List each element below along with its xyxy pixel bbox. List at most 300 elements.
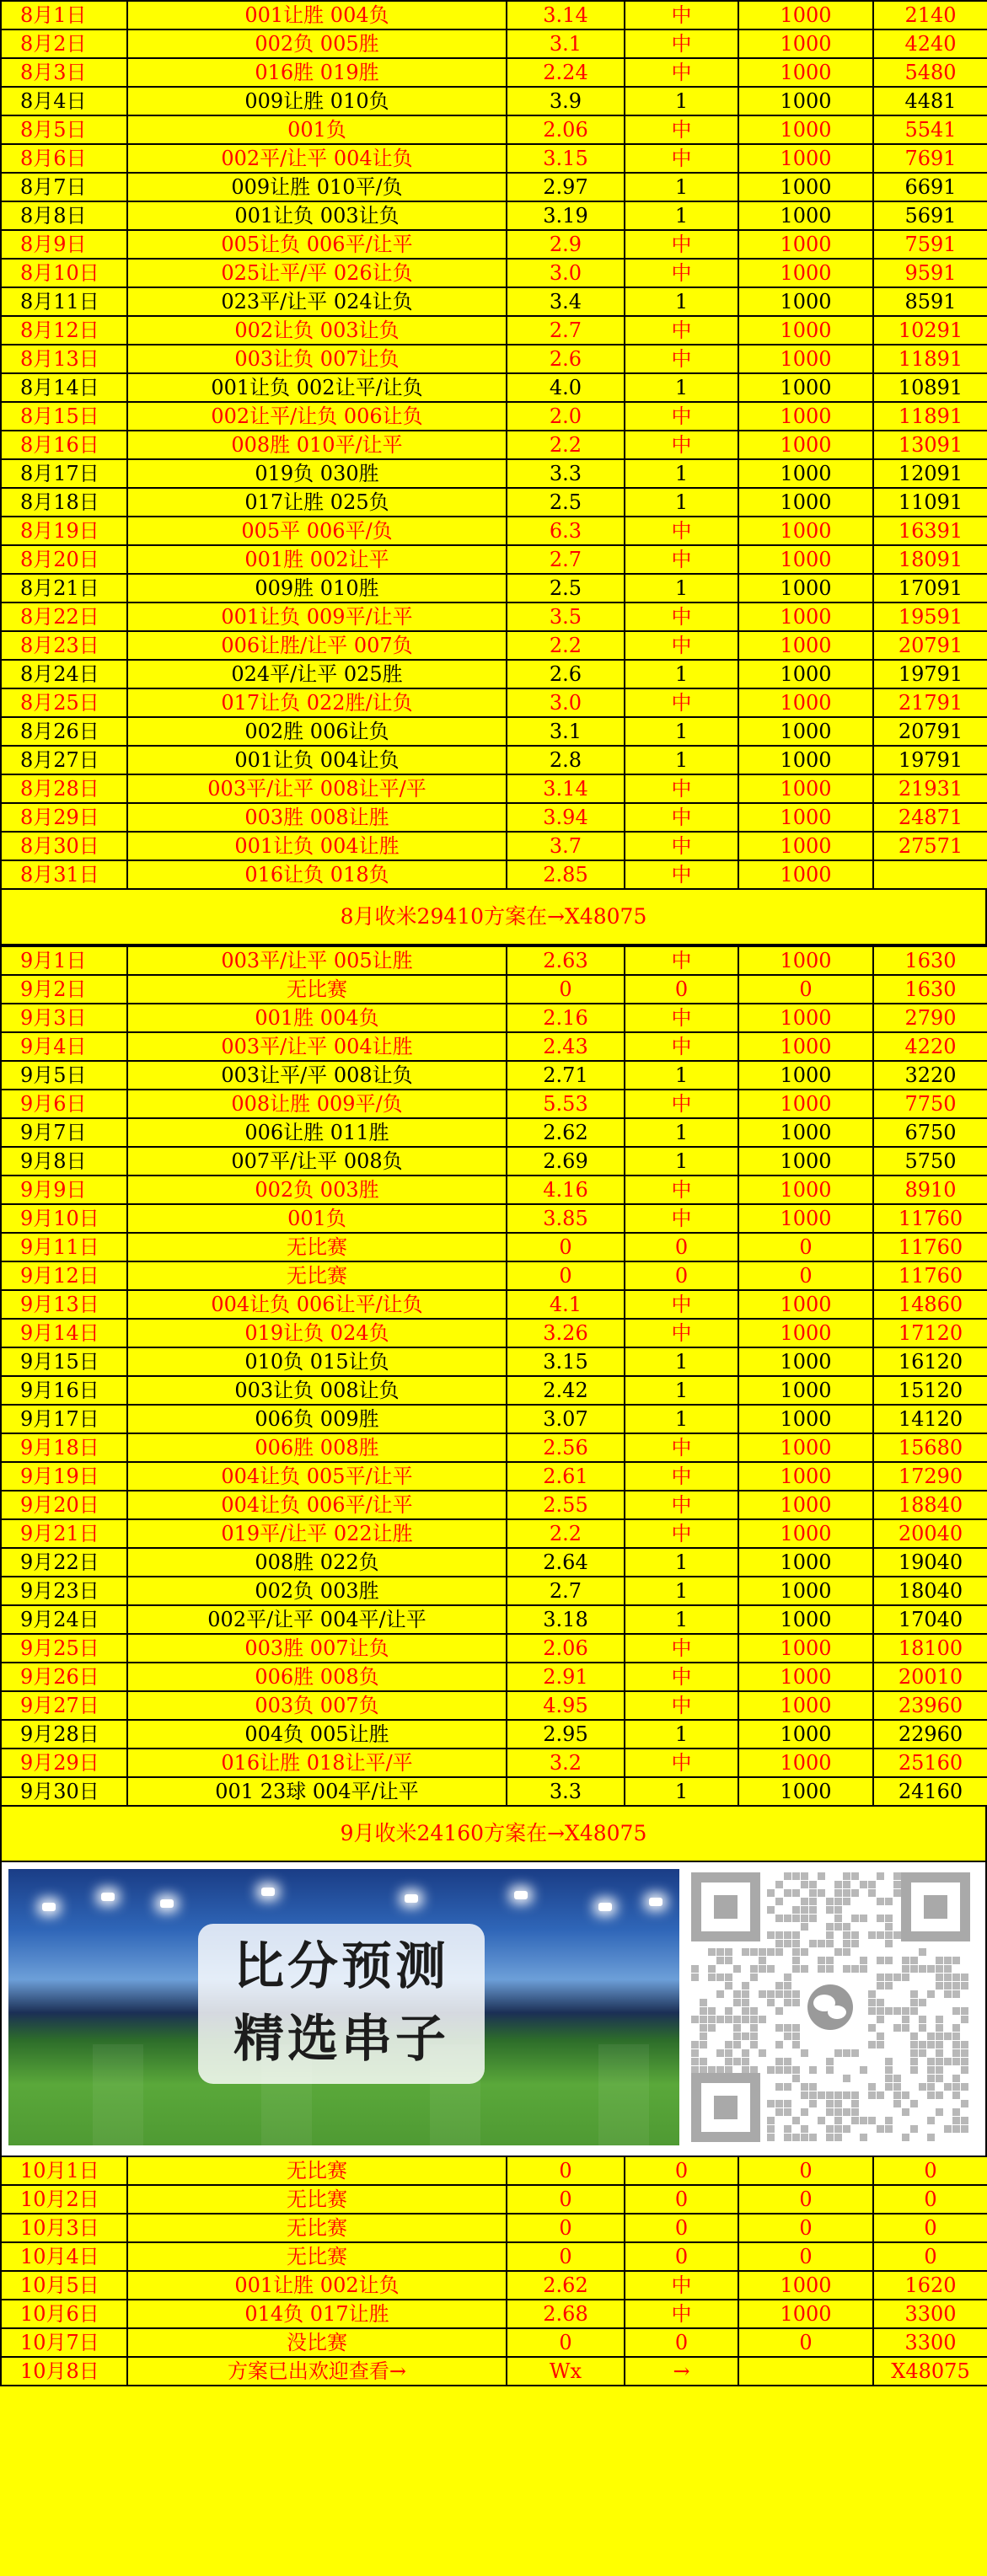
row-stake: 1000 [738,29,873,58]
row-result: 中 [625,1433,738,1462]
row-stake: 0 [738,2156,873,2185]
august-record-table [0,0,987,890]
row-date: 8月11日 [1,287,127,316]
row-date: 9月14日 [1,1319,127,1347]
row-balance: 0 [873,2214,987,2242]
table-row [1,87,987,115]
table-row [1,975,987,1004]
table-row [1,2214,987,2242]
row-pick: 002平/让平 004平/让平 [127,1605,507,1634]
row-date: 8月29日 [1,803,127,832]
row-date: 8月30日 [1,832,127,860]
row-stake: 1000 [738,574,873,602]
row-stake: 1000 [738,2271,873,2300]
row-date: 8月16日 [1,431,127,459]
row-stake: 1000 [738,688,873,717]
row-pick: 009让胜 010平/负 [127,173,507,201]
row-result: 1 [625,1777,738,1806]
row-pick: 017让胜 025负 [127,488,507,517]
table-row [1,1032,987,1061]
row-odds: 0 [507,1261,625,1290]
row-date: 9月26日 [1,1663,127,1691]
row-result: 中 [625,316,738,345]
table-row [1,173,987,201]
row-pick: 016胜 019胜 [127,58,507,87]
row-odds: 2.2 [507,631,625,660]
row-pick: 无比赛 [127,2242,507,2271]
row-pick: 003平/让平 005让胜 [127,946,507,975]
row-stake: 1000 [738,1347,873,1376]
row-odds: 2.06 [507,115,625,144]
row-result: 0 [625,2242,738,2271]
row-odds: 2.24 [507,58,625,87]
row-date: 9月12日 [1,1261,127,1290]
row-date: 8月6日 [1,144,127,173]
row-result: 0 [625,1261,738,1290]
row-result: 0 [625,2214,738,2242]
row-odds: 3.14 [507,774,625,803]
row-odds: 2.71 [507,1061,625,1090]
row-balance: 2140 [873,1,987,29]
row-pick: 无比赛 [127,1261,507,1290]
row-stake: 1000 [738,860,873,889]
row-date: 8月2日 [1,29,127,58]
row-result: 中 [625,431,738,459]
row-pick: 005让负 006平/让平 [127,230,507,259]
row-pick: 002平/让平 004让负 [127,144,507,173]
row-odds: 0 [507,975,625,1004]
row-odds: 4.1 [507,1290,625,1319]
row-balance: 17120 [873,1319,987,1347]
row-pick: 003负 007负 [127,1691,507,1720]
row-odds: 3.0 [507,688,625,717]
row-result: 中 [625,1634,738,1663]
table-row [1,1147,987,1176]
table-row [1,574,987,602]
row-date: 10月6日 [1,2300,127,2328]
table-row [1,1663,987,1691]
row-balance: 5750 [873,1147,987,1176]
row-date: 8月13日 [1,345,127,373]
row-stake: 1000 [738,1577,873,1605]
row-odds: 3.5 [507,602,625,631]
table-row [1,201,987,230]
row-stake: 1000 [738,832,873,860]
row-date: 9月16日 [1,1376,127,1405]
row-pick: 025让平/平 026让负 [127,259,507,287]
row-pick: 无比赛 [127,2214,507,2242]
row-result: 1 [625,1605,738,1634]
row-odds: 3.94 [507,803,625,832]
october-record-table [0,2156,987,2386]
row-result: 中 [625,2300,738,2328]
row-odds: 3.19 [507,201,625,230]
row-pick: 001让负 004让胜 [127,832,507,860]
row-pick: 017让负 022胜/让负 [127,688,507,717]
row-result: 1 [625,717,738,746]
row-pick: 008胜 022负 [127,1548,507,1577]
row-date: 8月23日 [1,631,127,660]
row-pick: 002让平/让负 006让负 [127,402,507,431]
row-pick: 001让负 003让负 [127,201,507,230]
row-pick: 014负 017让胜 [127,2300,507,2328]
row-pick: 004让负 006平/让平 [127,1491,507,1519]
row-pick: 024平/让平 025胜 [127,660,507,688]
row-date: 8月31日 [1,860,127,889]
row-odds: 2.63 [507,946,625,975]
row-stake: 1000 [738,115,873,144]
table-row [1,115,987,144]
row-result: 0 [625,2185,738,2214]
row-balance: 15680 [873,1433,987,1462]
row-result: 中 [625,860,738,889]
row-odds: 2.8 [507,746,625,774]
row-balance: 7750 [873,1090,987,1118]
row-date: 8月19日 [1,517,127,545]
table-row [1,2300,987,2328]
row-stake: 1000 [738,1605,873,1634]
row-balance: 4220 [873,1032,987,1061]
row-date: 8月10日 [1,259,127,287]
row-date: 9月9日 [1,1176,127,1204]
row-pick: 006让胜 011胜 [127,1118,507,1147]
row-pick: 003让负 008让负 [127,1376,507,1405]
table-row [1,2185,987,2214]
row-stake: 1000 [738,517,873,545]
row-stake: 0 [738,2185,873,2214]
row-date: 10月1日 [1,2156,127,2185]
row-date: 8月28日 [1,774,127,803]
table-row [1,1777,987,1806]
row-date: 9月27日 [1,1691,127,1720]
row-stake: 1000 [738,1032,873,1061]
row-stake: 1000 [738,1433,873,1462]
wechat-qr-code[interactable] [681,1869,980,2145]
row-stake: 1000 [738,1118,873,1147]
row-stake: 1000 [738,1090,873,1118]
row-balance: 21931 [873,774,987,803]
table-row [1,774,987,803]
row-pick: 004负 005让胜 [127,1720,507,1749]
row-pick: 007平/让平 008负 [127,1147,507,1176]
row-odds: 2.9 [507,230,625,259]
row-result: 中 [625,345,738,373]
row-odds: 2.64 [507,1548,625,1577]
footer-wx: Wx [507,2357,625,2386]
row-odds: 2.42 [507,1376,625,1405]
row-stake: 0 [738,975,873,1004]
row-odds: 4.95 [507,1691,625,1720]
row-balance: 14120 [873,1405,987,1433]
row-odds: 3.3 [507,1777,625,1806]
row-date: 9月22日 [1,1548,127,1577]
row-balance: 17290 [873,1462,987,1491]
row-odds: 2.62 [507,1118,625,1147]
row-result: 中 [625,402,738,431]
row-stake: 0 [738,1261,873,1290]
row-date: 9月11日 [1,1233,127,1261]
row-stake: 1000 [738,173,873,201]
row-date: 9月23日 [1,1577,127,1605]
qr-code-icon [689,1871,972,2144]
row-result: 中 [625,29,738,58]
footer-message: 方案已出欢迎查看→ [127,2357,507,2386]
footer-date: 10月8日 [1,2357,127,2386]
row-date: 9月4日 [1,1032,127,1061]
row-balance: 27571 [873,832,987,860]
row-result: 中 [625,631,738,660]
table-row [1,402,987,431]
table-row [1,1691,987,1720]
table-row [1,1261,987,1290]
row-odds: 0 [507,2185,625,2214]
table-row [1,459,987,488]
row-odds: 2.7 [507,1577,625,1605]
footer-row [1,2357,987,2386]
row-pick: 023平/让平 024让负 [127,287,507,316]
row-stake: 1000 [738,316,873,345]
row-balance: 1630 [873,975,987,1004]
row-stake: 1000 [738,58,873,87]
row-stake: 1000 [738,1519,873,1548]
row-balance: 14860 [873,1290,987,1319]
table-row [1,860,987,889]
row-stake: 1000 [738,1147,873,1176]
table-row [1,602,987,631]
row-odds: 3.4 [507,287,625,316]
row-result: 中 [625,1491,738,1519]
row-balance: 13091 [873,431,987,459]
row-date: 8月3日 [1,58,127,87]
table-row [1,2271,987,2300]
banner-slogan [198,1924,485,2084]
row-date: 9月2日 [1,975,127,1004]
row-pick: 002胜 006让负 [127,717,507,746]
row-date: 9月5日 [1,1061,127,1090]
table-row [1,1405,987,1433]
row-date: 9月17日 [1,1405,127,1433]
row-result: 中 [625,1691,738,1720]
row-balance: 18091 [873,545,987,574]
row-odds: 3.0 [507,259,625,287]
row-odds: 6.3 [507,517,625,545]
row-result: 1 [625,746,738,774]
row-date: 9月10日 [1,1204,127,1233]
row-balance: 18040 [873,1577,987,1605]
row-odds: 2.16 [507,1004,625,1032]
row-pick: 无比赛 [127,1233,507,1261]
row-result: 中 [625,1663,738,1691]
row-date: 8月17日 [1,459,127,488]
row-result: 中 [625,688,738,717]
table-row [1,431,987,459]
table-row [1,373,987,402]
row-result: 1 [625,1376,738,1405]
row-date: 9月30日 [1,1777,127,1806]
row-pick: 无比赛 [127,975,507,1004]
table-row [1,832,987,860]
table-row [1,144,987,173]
row-pick: 009让胜 010负 [127,87,507,115]
row-result: 中 [625,1462,738,1491]
row-stake: 1000 [738,1691,873,1720]
row-balance: 20791 [873,717,987,746]
row-odds: 2.6 [507,660,625,688]
row-balance: 19791 [873,746,987,774]
row-balance: 3220 [873,1061,987,1090]
row-result: 中 [625,144,738,173]
row-pick: 无比赛 [127,2185,507,2214]
row-stake: 1000 [738,1176,873,1204]
row-stake: 1000 [738,631,873,660]
row-result: 1 [625,1548,738,1577]
row-odds: 5.53 [507,1090,625,1118]
row-date: 9月20日 [1,1491,127,1519]
row-stake: 1000 [738,1290,873,1319]
row-odds: 2.0 [507,402,625,431]
row-stake: 1000 [738,87,873,115]
row-pick: 009胜 010胜 [127,574,507,602]
row-balance: 3300 [873,2328,987,2357]
row-balance: 18100 [873,1634,987,1663]
row-odds: 0 [507,2214,625,2242]
row-odds: 0 [507,1233,625,1261]
row-date: 8月15日 [1,402,127,431]
row-balance: 0 [873,2242,987,2271]
row-result: 中 [625,1176,738,1204]
table-row [1,488,987,517]
row-pick: 001负 [127,115,507,144]
row-stake: 1000 [738,287,873,316]
row-pick: 004让负 006让平/让负 [127,1290,507,1319]
table-row [1,746,987,774]
row-date: 10月2日 [1,2185,127,2214]
slogan-line-1: 比分预测 [233,1937,449,1996]
table-row [1,1061,987,1090]
row-odds: 3.9 [507,87,625,115]
row-odds: 3.07 [507,1405,625,1433]
row-balance: 22960 [873,1720,987,1749]
row-pick: 003让负 007让负 [127,345,507,373]
row-date: 8月22日 [1,602,127,631]
row-result: 中 [625,1090,738,1118]
row-odds: 2.2 [507,1519,625,1548]
row-stake: 1000 [738,717,873,746]
row-balance: 20040 [873,1519,987,1548]
row-pick: 003让平/平 008让负 [127,1061,507,1090]
row-stake: 1000 [738,431,873,459]
september-record-table [0,945,987,1807]
row-odds: 0 [507,2328,625,2357]
table-row [1,1347,987,1376]
row-balance: 8910 [873,1176,987,1204]
table-row [1,58,987,87]
table-row [1,2242,987,2271]
row-pick: 003平/让平 008让平/平 [127,774,507,803]
row-odds: 3.3 [507,459,625,488]
table-row [1,1462,987,1491]
table-row [1,1491,987,1519]
row-pick: 005平 006平/负 [127,517,507,545]
row-pick: 006让胜/让平 007负 [127,631,507,660]
row-stake: 1000 [738,230,873,259]
row-result: 1 [625,459,738,488]
row-result: 中 [625,803,738,832]
row-balance: 11891 [873,345,987,373]
row-balance: 23960 [873,1691,987,1720]
row-balance: 7691 [873,144,987,173]
row-result: 中 [625,946,738,975]
row-balance: 11760 [873,1261,987,1290]
row-result: 中 [625,1319,738,1347]
row-balance: 15120 [873,1376,987,1405]
row-balance: 19791 [873,660,987,688]
table-row [1,660,987,688]
row-balance: 18840 [873,1491,987,1519]
row-stake: 1000 [738,144,873,173]
table-row [1,1118,987,1147]
table-row [1,631,987,660]
row-date: 10月7日 [1,2328,127,2357]
row-result: 中 [625,58,738,87]
row-stake: 1000 [738,774,873,803]
row-stake: 1000 [738,1749,873,1777]
table-row [1,688,987,717]
row-pick: 008让胜 009平/负 [127,1090,507,1118]
table-row [1,287,987,316]
row-pick: 001让负 009平/让平 [127,602,507,631]
row-odds: 2.7 [507,545,625,574]
row-result: 0 [625,1233,738,1261]
table-row [1,1090,987,1118]
row-pick: 006胜 008负 [127,1663,507,1691]
row-result: 中 [625,1204,738,1233]
row-balance: 6750 [873,1118,987,1147]
row-date: 9月24日 [1,1605,127,1634]
row-date: 8月4日 [1,87,127,115]
row-result: 中 [625,1519,738,1548]
row-result: 1 [625,1061,738,1090]
row-date: 8月25日 [1,688,127,717]
table-row [1,717,987,746]
table-row [1,1720,987,1749]
table-row [1,1634,987,1663]
row-balance: 11891 [873,402,987,431]
row-balance: 5480 [873,58,987,87]
row-result: 中 [625,602,738,631]
row-pick: 001负 [127,1204,507,1233]
row-odds: 3.15 [507,144,625,173]
row-balance: 10291 [873,316,987,345]
row-pick: 019平/让平 022让胜 [127,1519,507,1548]
row-stake: 1000 [738,746,873,774]
table-row [1,803,987,832]
row-stake: 1000 [738,373,873,402]
row-date: 10月3日 [1,2214,127,2242]
row-stake: 1000 [738,259,873,287]
table-row [1,1,987,29]
footer-id: X48075 [873,2357,987,2386]
row-pick: 002让负 003让负 [127,316,507,345]
row-stake: 1000 [738,1061,873,1090]
row-balance: 0 [873,2156,987,2185]
row-odds: 3.2 [507,1749,625,1777]
row-balance: 2790 [873,1004,987,1032]
row-result: 1 [625,201,738,230]
row-balance: 11760 [873,1204,987,1233]
row-pick: 002负 003胜 [127,1176,507,1204]
table-row [1,1433,987,1462]
